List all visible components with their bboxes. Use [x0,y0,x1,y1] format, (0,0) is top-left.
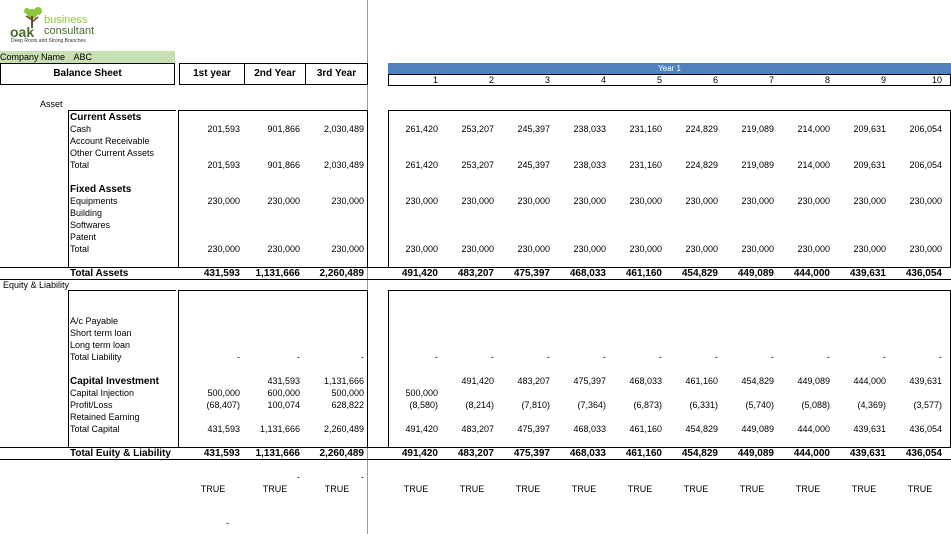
cell-equipments-month-6[interactable]: 230,000 [685,196,718,206]
cell-equipments-year-1[interactable]: 230,000 [207,196,240,206]
cell-equipments-year-2[interactable]: 230,000 [267,196,300,206]
cell-check-month-8[interactable]: TRUE [795,484,821,494]
cell-fixed-total-month-9[interactable]: 230,000 [853,244,886,254]
cell-equipments-month-8[interactable]: 230,000 [797,196,830,206]
cell-profit-loss-month-3[interactable]: (7,810) [521,400,550,410]
cell-capital-investment-month-9[interactable]: 444,000 [853,376,886,386]
row-label-fixed-assets[interactable]: Fixed Assets [70,184,132,195]
cell-fixed-total-month-4[interactable]: 230,000 [573,244,606,254]
cell-total-capital-month-2[interactable]: 483,207 [461,424,494,434]
cell-total-equity-liability-month-1[interactable]: 491,420 [401,448,438,459]
header-1st-year: 1st year [179,63,245,85]
cell-total-capital-month-4[interactable]: 468,033 [573,424,606,434]
cell-capital-investment-month-8[interactable]: 449,089 [797,376,830,386]
row-label-retained-earning[interactable]: Retained Earning [70,412,140,422]
month-header-2: 2 [488,75,494,85]
cell-current-total-month-3[interactable]: 245,397 [517,160,550,170]
cell-fixed-total-year-1[interactable]: 230,000 [207,244,240,254]
row-label-capital-investment[interactable]: Capital Investment [70,376,159,387]
cell-cash-month-4[interactable]: 238,033 [573,124,606,134]
cell-profit-loss-month-7[interactable]: (5,740) [745,400,774,410]
month-header-9: 9 [880,75,886,85]
cell-total-assets-month-4[interactable]: 468,033 [569,268,606,279]
month-header-1: 1 [432,75,438,85]
cell-profit-loss-year-2[interactable]: 100,074 [267,400,300,410]
cell-equipments-month-5[interactable]: 230,000 [629,196,662,206]
cell-fixed-total-month-6[interactable]: 230,000 [685,244,718,254]
cell-cash-month-5[interactable]: 231,160 [629,124,662,134]
row-label-asset[interactable]: Asset [40,99,63,109]
cell-check-month-7[interactable]: TRUE [739,484,765,494]
cell-current-total-month-2[interactable]: 253,207 [461,160,494,170]
logo-business-text: business [44,14,88,26]
cell-total-liability-month-1[interactable]: - [435,352,438,362]
cell-check-dash-year-3[interactable]: - [361,472,364,482]
cell-equipments-month-3[interactable]: 230,000 [517,196,550,206]
cell-fixed-total-year-3[interactable]: 230,000 [331,244,364,254]
cell-check-dash-year-2[interactable]: - [297,472,300,482]
cell-total-capital-month-9[interactable]: 439,631 [853,424,886,434]
cell-total-assets-month-6[interactable]: 454,829 [681,268,718,279]
cell-capital-injection-year-2[interactable]: 600,000 [267,388,300,398]
cell-cash-month-10[interactable]: 206,054 [909,124,942,134]
logo-brand-text: oak [10,24,35,40]
cell-check-month-9[interactable]: TRUE [851,484,877,494]
cell-total-assets-year-2[interactable]: 1,131,666 [255,268,300,279]
cell-cash-year-3[interactable]: 2,030,489 [323,124,364,134]
cell-total-capital-year-1[interactable]: 431,593 [207,424,240,434]
cell-total-equity-liability-month-7[interactable]: 449,089 [737,448,774,459]
cell-capital-injection-year-3[interactable]: 500,000 [331,388,364,398]
month-header-7: 7 [768,75,774,85]
cell-capital-investment-month-4[interactable]: 475,397 [573,376,606,386]
cell-capital-investment-year-3[interactable]: 1,131,666 [323,376,364,386]
cell-total-assets-month-3[interactable]: 475,397 [513,268,550,279]
cell-equipments-month-7[interactable]: 230,000 [741,196,774,206]
year-1-banner: Year 1 [388,63,951,74]
cell-equipments-month-2[interactable]: 230,000 [461,196,494,206]
cell-equipments-year-3[interactable]: 230,000 [331,196,364,206]
header-2nd-year: 2nd Year [244,63,306,85]
cell-current-total-month-7[interactable]: 219,089 [741,160,774,170]
cell-current-total-month-10[interactable]: 206,054 [909,160,942,170]
row-label-patent[interactable]: Patent [70,232,97,242]
cell-total-equity-liability-month-6[interactable]: 454,829 [681,448,718,459]
cell-total-liability-year-3[interactable]: - [361,352,364,362]
cell-equipments-month-10[interactable]: 230,000 [909,196,942,206]
cell-total-equity-liability-month-2[interactable]: 483,207 [457,448,494,459]
cell-total-liability-month-7[interactable]: - [771,352,774,362]
cell-total-capital-month-5[interactable]: 461,160 [629,424,662,434]
cell-capital-investment-month-7[interactable]: 454,829 [741,376,774,386]
cell-profit-loss-month-9[interactable]: (4,369) [857,400,886,410]
cell-capital-investment-month-2[interactable]: 491,420 [461,376,494,386]
cell-capital-investment-year-2[interactable]: 431,593 [267,376,300,386]
cell-check-month-3[interactable]: TRUE [515,484,541,494]
cell-check-year-3[interactable]: TRUE [324,484,350,494]
cell-check-year-1[interactable]: TRUE [200,484,226,494]
cell-capital-investment-month-3[interactable]: 483,207 [517,376,550,386]
row-label-total-equity-liability[interactable]: Total Euity & Liability [70,448,171,459]
cell-current-total-year-3[interactable]: 2,030,489 [323,160,364,170]
row-label-softwares[interactable]: Softwares [70,220,111,230]
logo-consultant-text: consultant [44,25,95,37]
cell-total-capital-year-2[interactable]: 1,131,666 [259,424,300,434]
cell-profit-loss-month-1[interactable]: (8,580) [409,400,438,410]
month-header-10: 10 [931,75,942,85]
cell-profit-loss-month-2[interactable]: (8,214) [465,400,494,410]
cell-capital-injection-month-1[interactable]: 500,000 [405,388,438,398]
row-label-cash[interactable]: Cash [70,124,92,134]
row-label-total-assets[interactable]: Total Assets [70,268,129,279]
cell-current-total-month-8[interactable]: 214,000 [797,160,830,170]
cell-total-equity-liability-month-5[interactable]: 461,160 [625,448,662,459]
cell-capital-injection-year-1[interactable]: 500,000 [207,388,240,398]
row-label-ac-payable[interactable]: A/c Payable [70,316,119,326]
row-label-current-total[interactable]: Total [70,160,90,170]
row-label-fixed-total[interactable]: Total [70,244,90,254]
cell-total-equity-liability-month-9[interactable]: 439,631 [849,448,886,459]
month-header-3: 3 [544,75,550,85]
cell-total-liability-month-9[interactable]: - [883,352,886,362]
cell-fixed-total-year-2[interactable]: 230,000 [267,244,300,254]
cell-fixed-total-month-3[interactable]: 230,000 [517,244,550,254]
logo-tagline: Deep Roots and Strong Branches [11,38,86,44]
row-label-equipments[interactable]: Equipments [70,196,118,206]
row-label-account-receivable[interactable]: Account Receivable [70,136,150,146]
cell-fixed-total-month-8[interactable]: 230,000 [797,244,830,254]
total-equity-underline [0,459,951,460]
cell-total-capital-month-1[interactable]: 491,420 [405,424,438,434]
cell-profit-loss-month-10[interactable]: (3,577) [913,400,942,410]
cell-cash-year-2[interactable]: 901,866 [267,124,300,134]
cell-fixed-total-month-7[interactable]: 230,000 [741,244,774,254]
cell-equipments-month-1[interactable]: 230,000 [405,196,438,206]
row-label-total-liability[interactable]: Total Liability [70,352,122,362]
cell-total-equity-liability-year-3[interactable]: 2,260,489 [319,448,364,459]
cell-equipments-month-9[interactable]: 230,000 [853,196,886,206]
cell-check-month-5[interactable]: TRUE [627,484,653,494]
cell-fixed-total-month-2[interactable]: 230,000 [461,244,494,254]
cell-capital-investment-month-5[interactable]: 468,033 [629,376,662,386]
cell-profit-loss-year-1[interactable]: (68,407) [206,400,240,410]
cell-total-capital-month-6[interactable]: 454,829 [685,424,718,434]
cell-total-liability-year-1[interactable]: - [237,352,240,362]
stray-dash-cell[interactable]: - [226,518,229,528]
balance-sheet-header: Balance Sheet [0,63,175,85]
cell-check-month-2[interactable]: TRUE [459,484,485,494]
cell-total-liability-month-6[interactable]: - [715,352,718,362]
cell-total-equity-liability-year-2[interactable]: 1,131,666 [255,448,300,459]
total-assets-underline [0,279,951,280]
cell-current-total-year-1[interactable]: 201,593 [207,160,240,170]
cell-total-liability-year-2[interactable]: - [297,352,300,362]
cell-total-capital-month-3[interactable]: 475,397 [517,424,550,434]
month-header-4: 4 [600,75,606,85]
company-name-label: Company Name [0,52,66,62]
cell-check-month-4[interactable]: TRUE [571,484,597,494]
cell-fixed-total-month-10[interactable]: 230,000 [909,244,942,254]
cell-total-liability-month-2[interactable]: - [491,352,494,362]
cell-total-equity-liability-month-8[interactable]: 444,000 [793,448,830,459]
cell-current-total-month-1[interactable]: 261,420 [405,160,438,170]
row-label-short-term-loan[interactable]: Short term loan [70,328,132,338]
cell-total-capital-month-8[interactable]: 444,000 [797,424,830,434]
cell-total-capital-month-7[interactable]: 449,089 [741,424,774,434]
cell-cash-month-7[interactable]: 219,089 [741,124,774,134]
cell-total-equity-liability-month-4[interactable]: 468,033 [569,448,606,459]
cell-profit-loss-month-6[interactable]: (6,331) [689,400,718,410]
cell-profit-loss-month-5[interactable]: (6,873) [633,400,662,410]
company-logo [8,4,118,46]
cell-check-month-6[interactable]: TRUE [683,484,709,494]
cell-capital-investment-month-6[interactable]: 461,160 [685,376,718,386]
cell-cash-month-1[interactable]: 261,420 [405,124,438,134]
cell-total-liability-month-3[interactable]: - [547,352,550,362]
month-header-8: 8 [824,75,830,85]
cell-fixed-total-month-1[interactable]: 230,000 [405,244,438,254]
cell-total-assets-month-5[interactable]: 461,160 [625,268,662,279]
cell-profit-loss-month-8[interactable]: (5,088) [801,400,830,410]
cell-total-liability-month-8[interactable]: - [827,352,830,362]
cell-cash-month-8[interactable]: 214,000 [797,124,830,134]
company-name-row[interactable] [0,51,175,63]
cell-total-capital-year-3[interactable]: 2,260,489 [323,424,364,434]
cell-cash-month-2[interactable]: 253,207 [461,124,494,134]
cell-total-equity-liability-month-3[interactable]: 475,397 [513,448,550,459]
cell-total-assets-month-2[interactable]: 483,207 [457,268,494,279]
cell-check-year-2[interactable]: TRUE [262,484,288,494]
cell-profit-loss-year-3[interactable]: 628,822 [331,400,364,410]
row-label-total-capital[interactable]: Total Capital [70,424,120,434]
cell-total-liability-month-4[interactable]: - [603,352,606,362]
cell-check-month-1[interactable]: TRUE [403,484,429,494]
cell-cash-month-3[interactable]: 245,397 [517,124,550,134]
cell-total-equity-liability-month-10[interactable]: 436,054 [905,448,942,459]
row-label-other-current-assets[interactable]: Other Current Assets [70,148,155,158]
row-label-current-assets[interactable]: Current Assets [70,112,142,123]
month-header-5: 5 [656,75,662,85]
cell-total-assets-month-1[interactable]: 491,420 [401,268,438,279]
row-label-building[interactable]: Building [70,208,103,218]
cell-total-assets-month-7[interactable]: 449,089 [737,268,774,279]
row-label-profit-loss[interactable]: Profit/Loss [70,400,113,410]
cell-equipments-month-4[interactable]: 230,000 [573,196,606,206]
cell-total-capital-month-10[interactable]: 436,054 [909,424,942,434]
cell-capital-investment-month-10[interactable]: 439,631 [909,376,942,386]
cell-total-assets-month-8[interactable]: 444,000 [793,268,830,279]
month-header-6: 6 [712,75,718,85]
row-label-capital-injection[interactable]: Capital Injection [70,388,135,398]
cell-total-liability-month-5[interactable]: - [659,352,662,362]
cell-total-assets-month-10[interactable]: 436,054 [905,268,942,279]
cell-current-total-month-6[interactable]: 224,829 [685,160,718,170]
cell-total-equity-liability-year-1[interactable]: 431,593 [203,448,240,459]
cell-current-total-month-4[interactable]: 238,033 [573,160,606,170]
cell-total-assets-month-9[interactable]: 439,631 [849,268,886,279]
row-label-long-term-loan[interactable]: Long term loan [70,340,131,350]
cell-current-total-year-2[interactable]: 901,866 [267,160,300,170]
cell-total-assets-year-1[interactable]: 431,593 [203,268,240,279]
header-3rd-year: 3rd Year [305,63,368,85]
cell-cash-year-1[interactable]: 201,593 [207,124,240,134]
cell-check-month-10[interactable]: TRUE [907,484,933,494]
row-label-equity-liability[interactable]: Equity & Liability [3,280,70,290]
cell-fixed-total-month-5[interactable]: 230,000 [629,244,662,254]
cell-cash-month-6[interactable]: 224,829 [685,124,718,134]
cell-current-total-month-5[interactable]: 231,160 [629,160,662,170]
company-name-value[interactable]: ABC [73,52,93,62]
cell-cash-month-9[interactable]: 209,631 [853,124,886,134]
cell-profit-loss-month-4[interactable]: (7,364) [577,400,606,410]
cell-total-assets-year-3[interactable]: 2,260,489 [319,268,364,279]
cell-total-liability-month-10[interactable]: - [939,352,942,362]
cell-current-total-month-9[interactable]: 209,631 [853,160,886,170]
